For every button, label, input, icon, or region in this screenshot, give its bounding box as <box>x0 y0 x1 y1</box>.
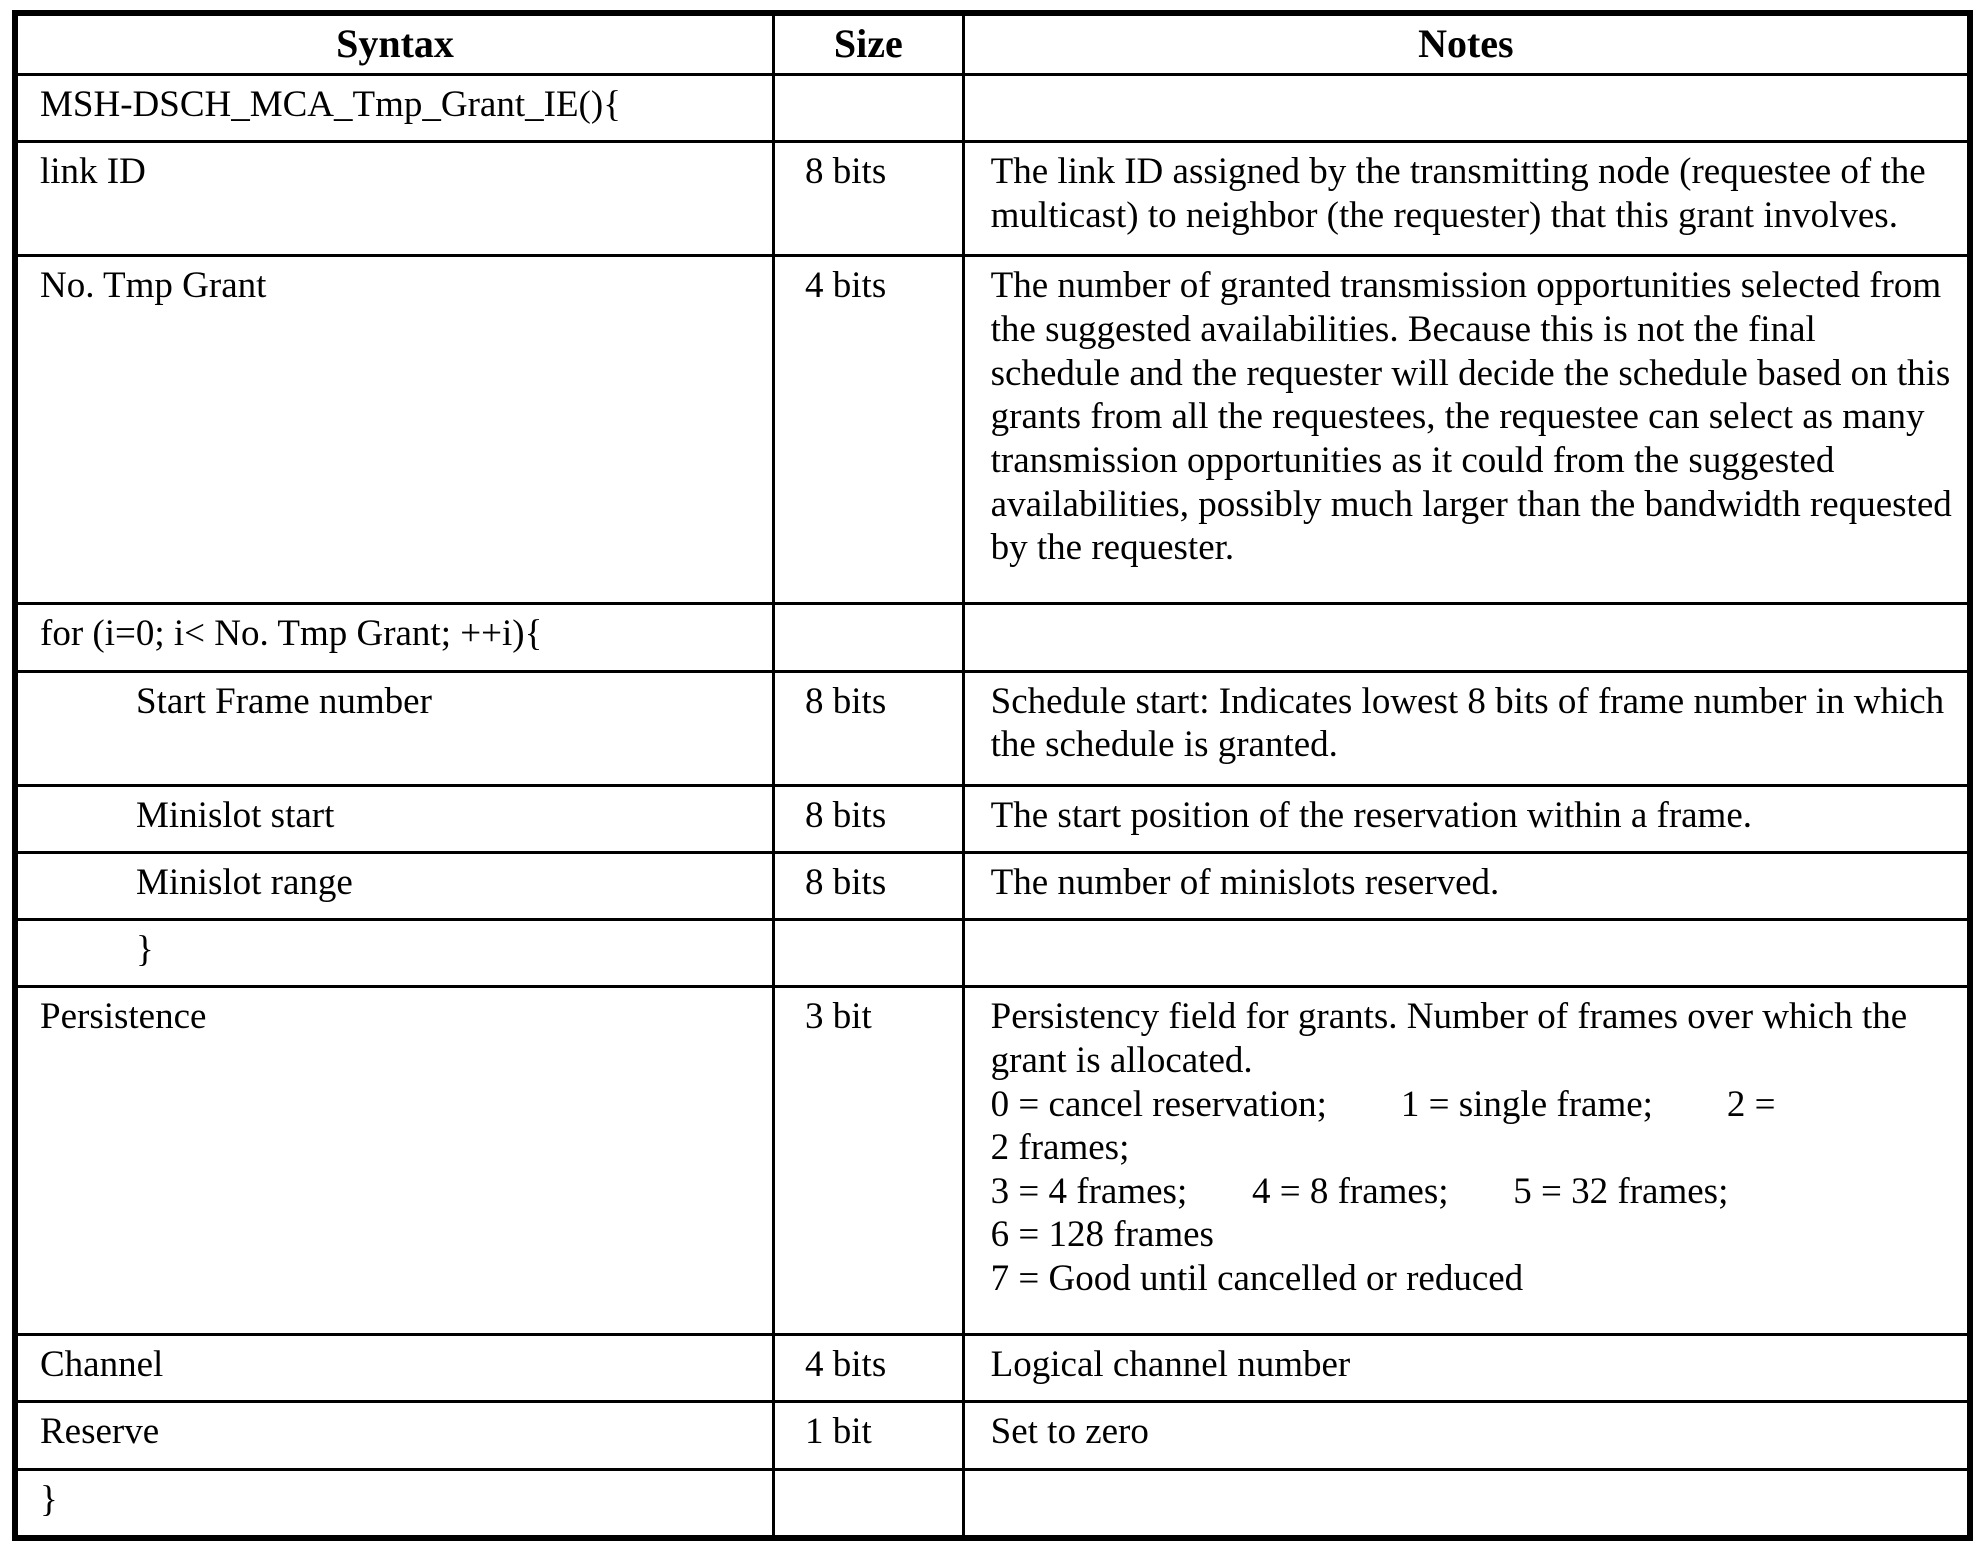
table-row <box>15 1469 1970 1538</box>
header-row <box>15 13 1970 75</box>
column-header-notes: Notes <box>963 13 1970 75</box>
table-row <box>15 852 1970 919</box>
notes-cell <box>963 920 1970 987</box>
syntax-cell: link ID <box>15 142 774 256</box>
size-cell: 8 bits <box>774 785 964 852</box>
notes-cell: The number of minislots reserved. <box>963 852 1970 919</box>
table-row <box>15 785 1970 852</box>
syntax-cell: Channel <box>15 1335 774 1402</box>
notes-cell: Set to zero <box>963 1402 1970 1469</box>
table-row <box>15 1402 1970 1469</box>
size-cell: 1 bit <box>774 1402 964 1469</box>
notes-cell: The number of granted transmission opportunities selected from the suggested availabilities. Because this is not the final schedule and the requester will decide the schedule based on this grants from all the requestees, the requestee can select as many transmission opportunities as it could from the suggested availabilities, possibly much larger than the bandwidth requested by the requester. <box>963 256 1970 604</box>
size-cell <box>774 920 964 987</box>
notes-cell: The link ID assigned by the transmitting node (requestee of the multicast) to neighbor (the requester) that this grant involves. <box>963 142 1970 256</box>
notes-cell: Schedule start: Indicates lowest 8 bits of frame number in which the schedule is granted. <box>963 671 1970 785</box>
msh-dsch-mca-tmp-grant-ie-table <box>12 10 1973 1541</box>
size-cell <box>774 75 964 142</box>
table-row <box>15 920 1970 987</box>
notes-cell <box>963 1469 1970 1538</box>
table-body <box>15 75 1970 1538</box>
size-cell: 8 bits <box>774 852 964 919</box>
syntax-cell: Minislot start <box>15 785 774 852</box>
notes-cell <box>963 604 1970 671</box>
table-row <box>15 604 1970 671</box>
table-row <box>15 987 1970 1335</box>
syntax-cell: No. Tmp Grant <box>15 256 774 604</box>
notes-cell: Logical channel number <box>963 1335 1970 1402</box>
size-cell: 8 bits <box>774 142 964 256</box>
table-row <box>15 75 1970 142</box>
table-row <box>15 1335 1970 1402</box>
size-cell <box>774 1469 964 1538</box>
table-row <box>15 671 1970 785</box>
syntax-cell: Minislot range <box>15 852 774 919</box>
syntax-cell: for (i=0; i< No. Tmp Grant; ++i){ <box>15 604 774 671</box>
size-cell <box>774 604 964 671</box>
size-cell: 3 bit <box>774 987 964 1335</box>
syntax-cell: } <box>15 1469 774 1538</box>
notes-cell: Persistency field for grants. Number of frames over which the grant is allocated. 0 = cancel reservation; 1 = single frame; 2 = 2 frames; 3 = 4 frames; 4 = 8 frames; 5 = 32 frames; 6 = 128 frames 7 = Good until cancelled or reduced <box>963 987 1970 1335</box>
syntax-cell: } <box>15 920 774 987</box>
table-row <box>15 142 1970 256</box>
table-row <box>15 256 1970 604</box>
column-header-syntax: Syntax <box>15 13 774 75</box>
notes-cell <box>963 75 1970 142</box>
column-header-size: Size <box>774 13 964 75</box>
size-cell: 8 bits <box>774 671 964 785</box>
syntax-cell: Reserve <box>15 1402 774 1469</box>
syntax-cell: Start Frame number <box>15 671 774 785</box>
syntax-cell: Persistence <box>15 987 774 1335</box>
size-cell: 4 bits <box>774 256 964 604</box>
notes-cell: The start position of the reservation within a frame. <box>963 785 1970 852</box>
syntax-cell: MSH-DSCH_MCA_Tmp_Grant_IE(){ <box>15 75 774 142</box>
size-cell: 4 bits <box>774 1335 964 1402</box>
